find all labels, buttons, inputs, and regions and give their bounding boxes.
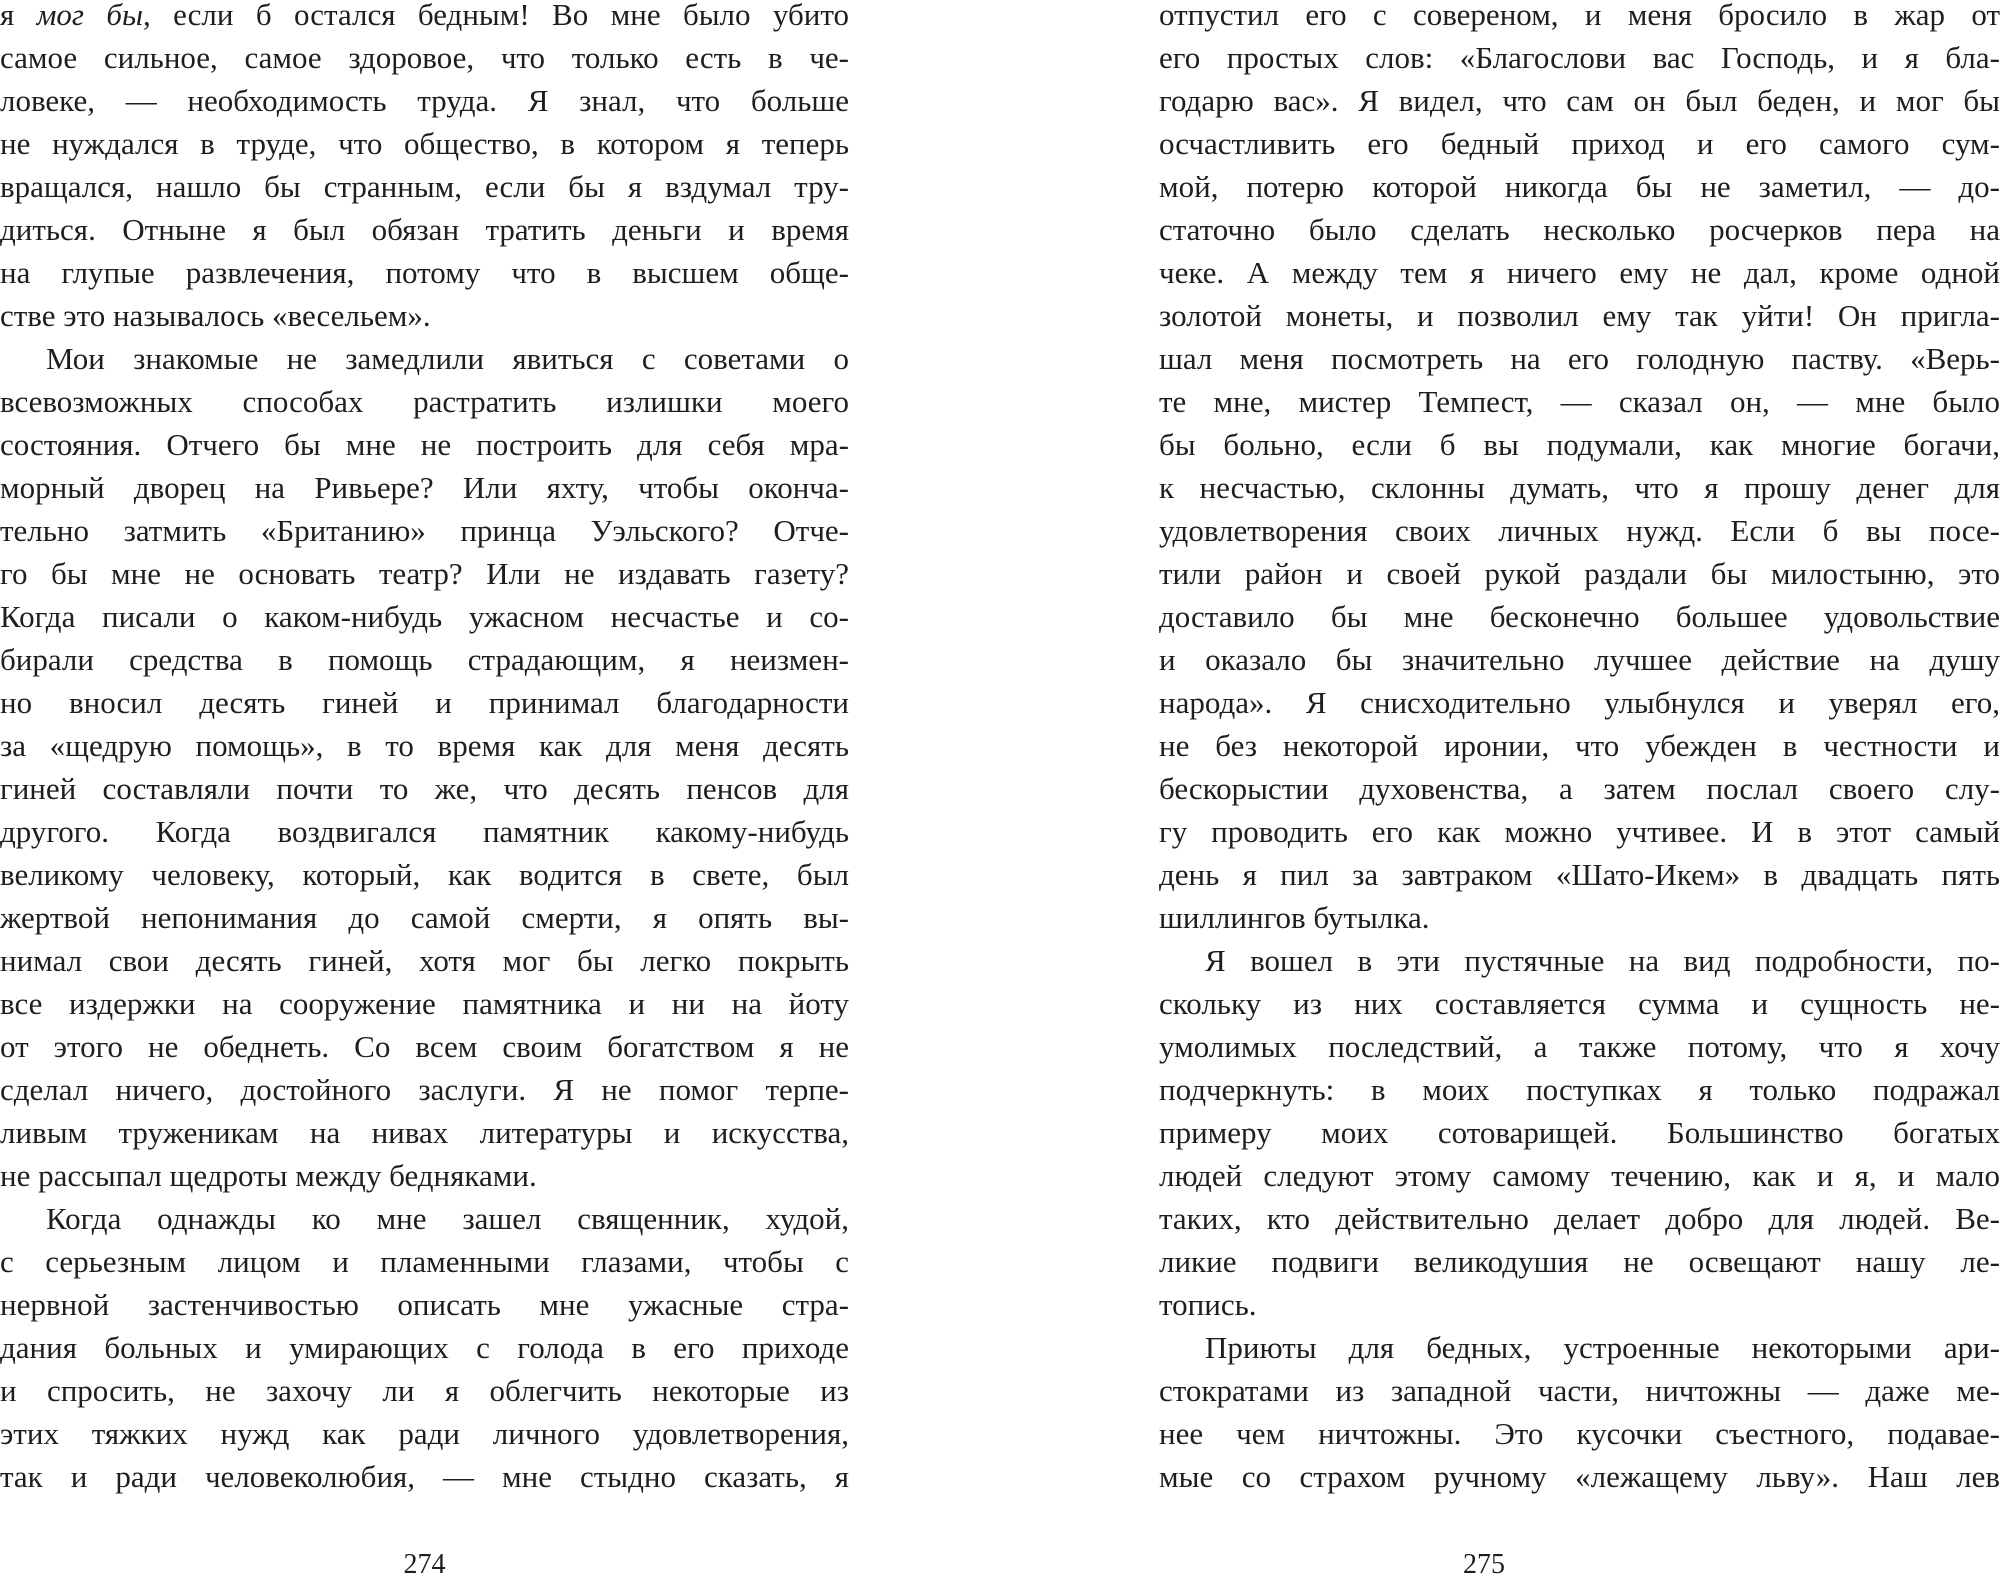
text-line: диться. Отныне я был обязан тратить деньги и время bbox=[0, 212, 849, 247]
text-line: стократами из западной части, ничтожны — даже ме- bbox=[1159, 1373, 2000, 1408]
text-line: народа». Я снисходительно улыбнулся и уверял его, bbox=[1159, 685, 2000, 720]
text-line: другого. Когда воздвигался памятник какому-нибудь bbox=[0, 814, 849, 849]
text-line: за «щедрую помощь», в то время как для меня десять bbox=[0, 728, 849, 763]
page-number: 275 bbox=[1463, 1549, 1505, 1580]
text-line: мой, потерю которой никогда бы не заметил, — до- bbox=[1159, 169, 2000, 204]
text-line: так и ради человеколюбия, — мне стыдно сказать, я bbox=[0, 1459, 849, 1494]
text-line: жертвой непонимания до самой смерти, я опять вы- bbox=[0, 900, 849, 935]
text-line: день я пил за завтраком «Шато-Икем» в двадцать пять bbox=[1159, 857, 2000, 892]
text-line: ловеке, — необходимость труда. Я знал, что больше bbox=[0, 83, 849, 118]
text-line: всевозможных способах растратить излишки моего bbox=[0, 384, 849, 419]
text-line: примеру моих сотоварищей. Большинство богатых bbox=[1159, 1115, 2000, 1150]
text-line: статочно было сделать несколько росчерков пера на bbox=[1159, 212, 2000, 247]
text-line: отпустил его с совереном, и меня бросило в жар от bbox=[1159, 0, 2000, 32]
text-line: шиллингов бутылка. bbox=[1159, 900, 1430, 935]
text-line: удовлетворения своих личных нужд. Если б вы посе- bbox=[1159, 513, 2000, 548]
text-line: осчастливить его бедный приход и его самого сум- bbox=[1159, 126, 2000, 161]
text-line: бирали средства в помощь страдающим, я неизмен- bbox=[0, 642, 849, 677]
text-line: на глупые развлечения, потому что в высшем обще- bbox=[0, 255, 849, 290]
left-page-text bbox=[0, 0, 849, 1498]
text-line: те мне, мистер Темпест, — сказал он, — мне было bbox=[1159, 384, 2000, 419]
text-line: все издержки на сооружение памятника и ни на йоту bbox=[0, 986, 849, 1021]
left-page bbox=[0, 0, 849, 1589]
text-line: морный дворец на Ривьере? Или яхту, чтобы оконча- bbox=[0, 470, 849, 505]
text-line: Когда писали о каком-нибудь ужасном несчастье и со- bbox=[0, 599, 849, 634]
text-line: Я вошел в эти пустячные на вид подробности, по- bbox=[1205, 943, 2000, 978]
text-line: и оказало бы значительно лучшее действие на душу bbox=[1159, 642, 2000, 677]
text-line: его простых слов: «Благослови вас Господь, и я бла- bbox=[1159, 40, 2000, 75]
text-line: мые со страхом ручному «лежащему льву». Наш лев bbox=[1159, 1459, 2000, 1494]
text-line: бы больно, если б вы подумали, как многие богачи, bbox=[1159, 427, 2000, 462]
text-line: подчеркнуть: в моих поступках я только подражал bbox=[1159, 1072, 2000, 1107]
text-line: стве это называлось «весельем». bbox=[0, 298, 431, 333]
text-line: тельно затмить «Британию» принца Уэльского? Отче- bbox=[0, 513, 849, 548]
text-line: ликие подвиги великодушия не освещают нашу ле- bbox=[1159, 1244, 2000, 1279]
text-line: от этого не обеднеть. Со всем своим богатством я не bbox=[0, 1029, 849, 1064]
text-line: ливым труженикам на нивах литературы и искусства, bbox=[0, 1115, 849, 1150]
text-line: людей следуют этому самому течению, как и я, и мало bbox=[1159, 1158, 2000, 1193]
text-line: самое сильное, самое здоровое, что только есть в че- bbox=[0, 40, 849, 75]
text-line: золотой монеты, и позволил ему так уйти! Он пригла- bbox=[1159, 298, 2000, 333]
text-line: вращался, нашло бы странным, если бы я вздумал тру- bbox=[0, 169, 849, 204]
text-line: гиней составляли почти то же, что десять пенсов для bbox=[0, 771, 849, 806]
text-line: шал меня посмотреть на его голодную паству. «Верь- bbox=[1159, 341, 2000, 376]
right-page-text bbox=[1159, 0, 2000, 1498]
text-line: топись. bbox=[1159, 1287, 1257, 1322]
page-number: 274 bbox=[403, 1549, 446, 1580]
text-line: этих тяжких нужд как ради личного удовлетворения, bbox=[0, 1416, 849, 1451]
text-line: но вносил десять гиней и принимал благодарности bbox=[0, 685, 849, 720]
text-line: скольку из них составляется сумма и сущность не- bbox=[1159, 986, 2000, 1021]
text-line: не нуждался в труде, что общество, в котором я теперь bbox=[0, 126, 849, 161]
text-line: я мог бы, если б остался бедным! Во мне было убито bbox=[0, 0, 849, 32]
text-line: Мои знакомые не замедлили явиться с советами о bbox=[46, 341, 849, 376]
text-line: нервной застенчивостью описать мне ужасные стра- bbox=[0, 1287, 849, 1322]
right-page bbox=[1159, 0, 2000, 1589]
text-line: умолимых последствий, а также потому, что я хочу bbox=[1159, 1029, 2000, 1064]
text-line: с серьезным лицом и пламенными глазами, чтобы с bbox=[0, 1244, 849, 1279]
text-line: Приюты для бедных, устроенные некоторыми ари- bbox=[1205, 1330, 2000, 1365]
text-line: состояния. Отчего бы мне не построить для себя мра- bbox=[0, 427, 849, 462]
text-line: гу проводить его как можно учтивее. И в этот самый bbox=[1159, 814, 2000, 849]
text-line: не рассыпал щедроты между бедняками. bbox=[0, 1158, 537, 1193]
text-line: и спросить, не захочу ли я облегчить некоторые из bbox=[0, 1373, 849, 1408]
text-line: нимал свои десять гиней, хотя мог бы легко покрыть bbox=[0, 943, 849, 978]
text-line: сделал ничего, достойного заслуги. Я не помог терпе- bbox=[0, 1072, 849, 1107]
text-line: чеке. А между тем я ничего ему не дал, кроме одной bbox=[1159, 255, 2000, 290]
text-line: великому человеку, который, как водится в свете, был bbox=[0, 857, 849, 892]
text-line: тили район и своей рукой раздали бы милостыню, это bbox=[1159, 556, 2000, 591]
text-line: годарю вас». Я видел, что сам он был беден, и мог бы bbox=[1159, 83, 2000, 118]
text-line: дания больных и умирающих с голода в его приходе bbox=[0, 1330, 849, 1365]
text-line: доставило бы мне бесконечно большее удовольствие bbox=[1159, 599, 2000, 634]
text-line: не без некоторой иронии, что убежден в честности и bbox=[1159, 728, 2000, 763]
text-line: Когда однажды ко мне зашел священник, худой, bbox=[46, 1201, 849, 1236]
text-line: нее чем ничтожны. Это кусочки съестного, подавае- bbox=[1159, 1416, 2000, 1451]
text-line: бескорыстии духовенства, а затем послал своего слу- bbox=[1159, 771, 2000, 806]
text-line: го бы мне не основать театр? Или не издавать газету? bbox=[0, 556, 849, 591]
text-line: к несчастью, склонны думать, что я прошу денег для bbox=[1159, 470, 2000, 505]
text-line: таких, кто действительно делает добро для людей. Ве- bbox=[1159, 1201, 2000, 1236]
